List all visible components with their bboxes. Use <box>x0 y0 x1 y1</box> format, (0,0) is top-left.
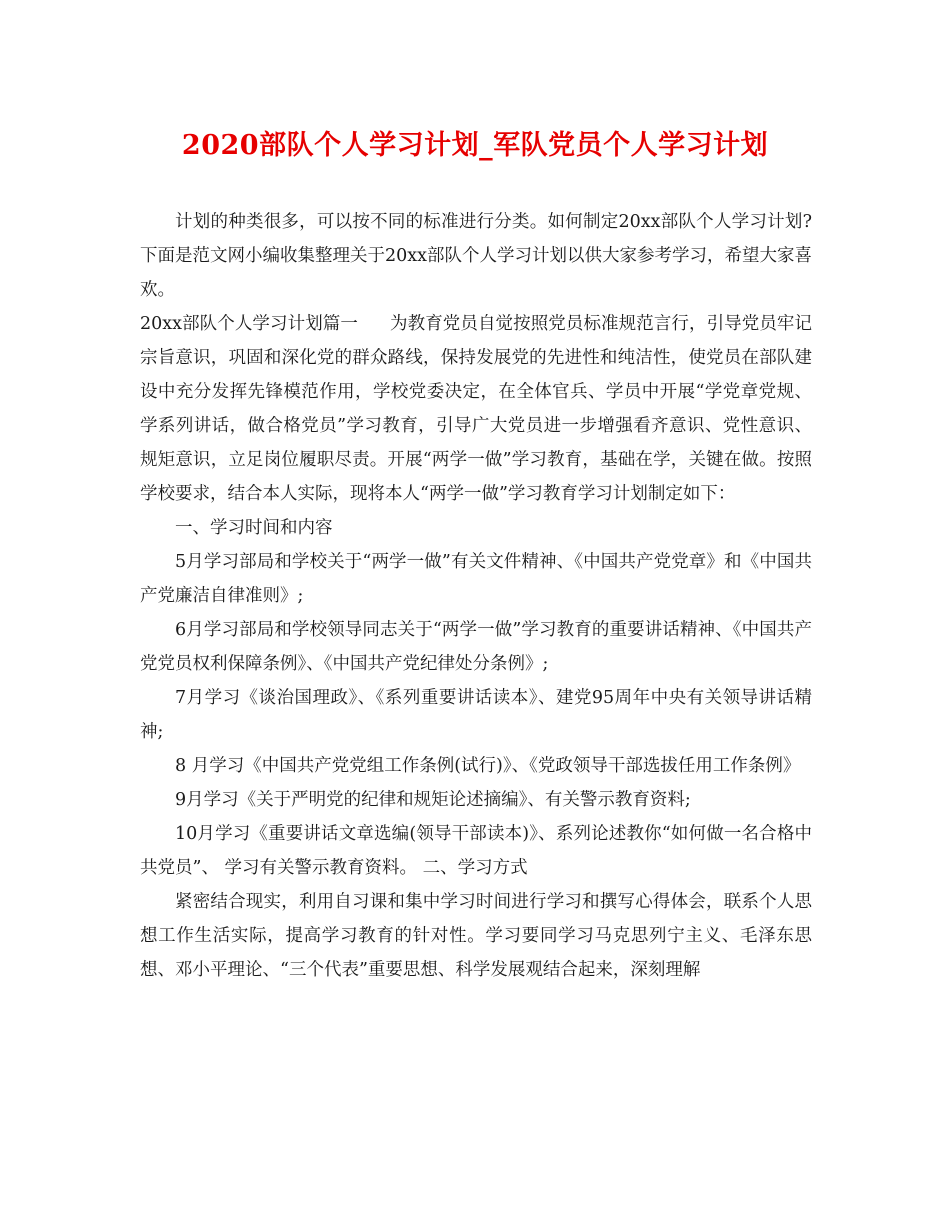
item-june: 6月学习部局和学校领导同志关于“两学一做”学习教育的重要讲话精神、《中国共产党党员权利保障条例》、《中国共产党纪律处分条例》; <box>140 620 812 674</box>
section-label: 20xx部队个人学习计划篇一 <box>140 314 358 334</box>
item-october: 10月学习《重要讲话文章选编(领导干部读本)》、系列论述教你“如何做一名合格中共党员”、 学习有关警示教育资料。 <box>140 824 812 878</box>
item-october-paragraph <box>140 817 812 885</box>
item-july: 7月学习《谈治国理政》、《系列重要讲话读本》、建党95周年中央有关领导讲话精神; <box>140 688 812 742</box>
method-paragraph: 紧密结合现实，利用自习课和集中学习时间进行学习和撰写心得体会，联系个人思想工作生活实际，提高学习教育的针对性。学习要同学习马克思列宁主义、毛泽东思想、邓小平理论、“三个代表”重要思想、科学发展观结合起来，深刻理解 <box>140 892 812 980</box>
document-body <box>140 205 812 987</box>
heading-time-content: 一、学习时间和内容 <box>175 518 333 538</box>
section-text: 为教育党员自觉按照党员标准规范言行，引导党员牢记宗旨意识，巩固和深化党的群众路线，保持发展党的先进性和纯洁性，使党员在部队建设中充分发挥先锋模范作用，学校党委决定，在全体官兵、学员中开展“学党章党规、学系列讲话，做合格党员”学习教育，引导广大党员进一步增强看齐意识、党性意识、规矩意识，立足岗位履职尽责。开展“两学一做”学习教育，基础在学，关键在做。按照学校要求，结合本人实际，现将本人“两学一做”学习教育学习计划制定如下： <box>140 314 812 504</box>
heading-method: 二、学习方式 <box>422 858 528 878</box>
item-september: 9月学习《关于严明党的纪律和规矩论述摘编》、有关警示教育资料; <box>175 790 691 810</box>
item-august: 8 月学习《中国共产党党组工作条例(试行)》、《党政领导干部选拔任用工作条例》 <box>175 756 801 776</box>
intro-paragraph: 计划的种类很多，可以按不同的标准进行分类。如何制定20xx部队个人学习计划?下面是范文网小编收集整理关于20xx部队个人学习计划以供大家参考学习，希望大家喜欢。 <box>140 212 813 300</box>
document-title: 2020部队个人学习计划_军队党员个人学习计划 <box>181 130 769 161</box>
section-paragraph <box>140 307 812 511</box>
item-may: 5月学习部局和学校关于“两学一做”有关文件精神、《中国共产党党章》和《中国共产党廉洁自律准则》; <box>140 552 812 606</box>
